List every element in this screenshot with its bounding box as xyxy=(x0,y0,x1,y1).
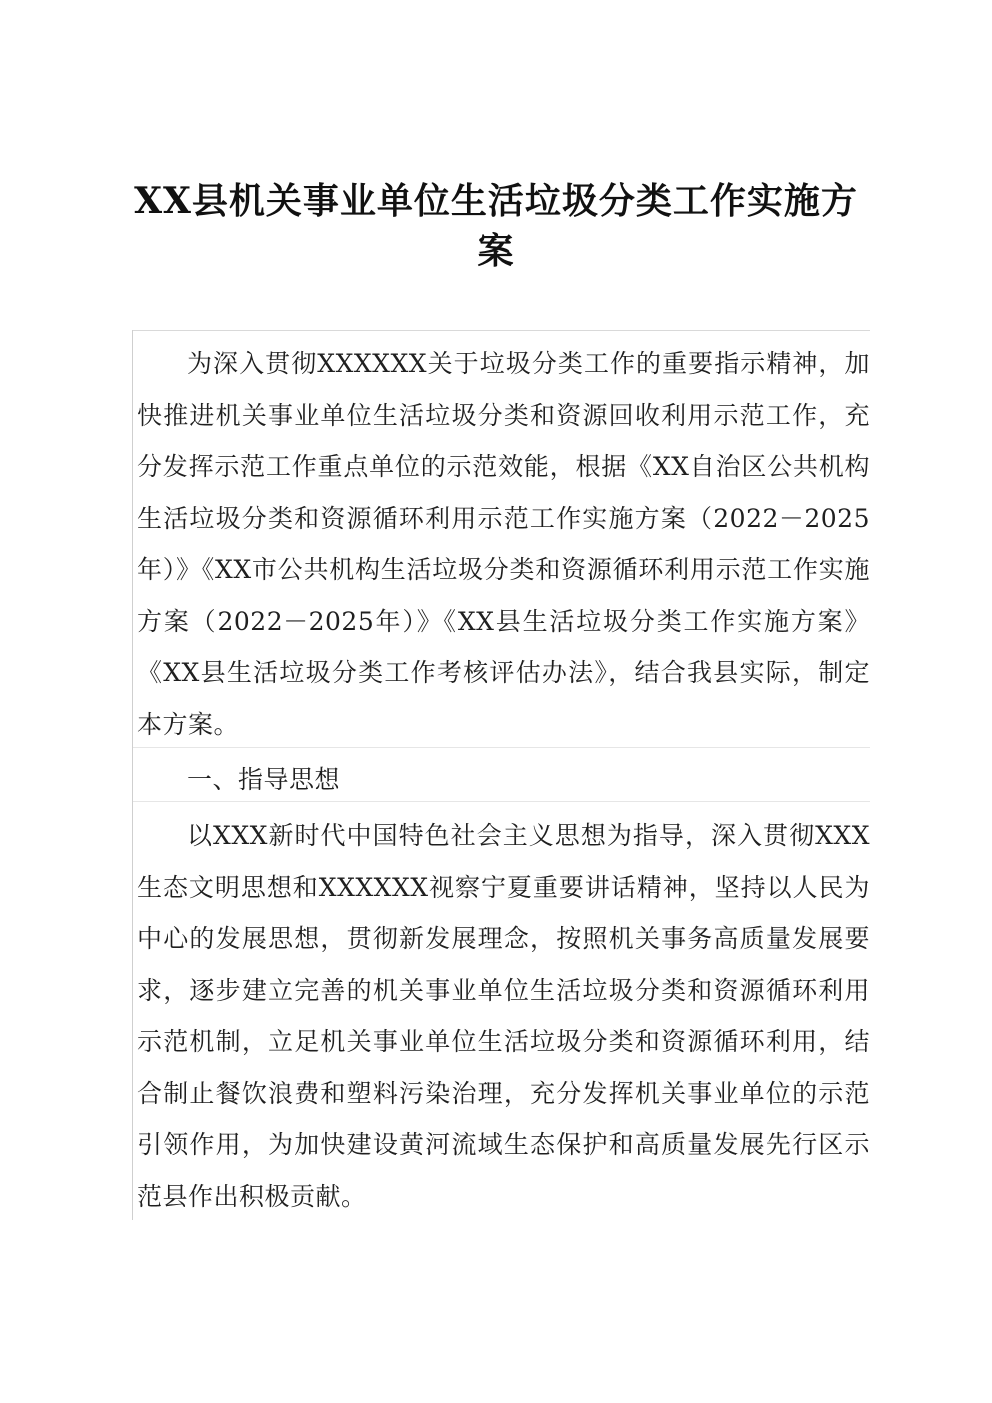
section-divider-1 xyxy=(133,747,870,748)
title-line-2: 案 xyxy=(477,230,515,272)
intro-paragraph: 为深入贯彻XXXXXX关于垃圾分类工作的重要指示精神，加快推进机关事业单位生活垃圾分类和资源回收利用示范工作，充分发挥示范工作重点单位的示范效能，根据《XX自治区公共机构生活垃圾分类和资源循环利用示范工作实施方案（2022－2025年）》《XX市公共机构生活垃圾分类和资源循环利用示范工作实施方案（2022－2025年）》《XX县生活垃圾分类工作实施方案》《XX县生活垃圾分类工作考核评估办法》，结合我县实际，制定本方案。 xyxy=(137,349,870,739)
section-divider-2 xyxy=(133,801,870,802)
guiding-ideology-paragraph: 以XXX新时代中国特色社会主义思想为指导，深入贯彻XXX生态文明思想和XXXXXX视察宁夏重要讲话精神，坚持以人民为中心的发展思想，贯彻新发展理念，按照机关事务高质量发展要求，逐步建立完善的机关事业单位生活垃圾分类和资源循环利用示范机制，立足机关事业单位生活垃圾分类和资源循环利用，结合制止餐饮浪费和塑料污染治理，充分发挥机关事业单位的示范引领作用，为加快建设黄河流域生态保护和高质量发展先行区示范县作出积极贡献。 xyxy=(137,821,870,1211)
title-line-1: XX县机关事业单位生活垃圾分类工作实施方 xyxy=(134,180,858,222)
document-body xyxy=(132,330,870,1220)
section-heading-guiding-ideology: 一、指导思想 xyxy=(187,765,341,794)
top-divider xyxy=(133,330,870,331)
document-title xyxy=(120,176,872,276)
